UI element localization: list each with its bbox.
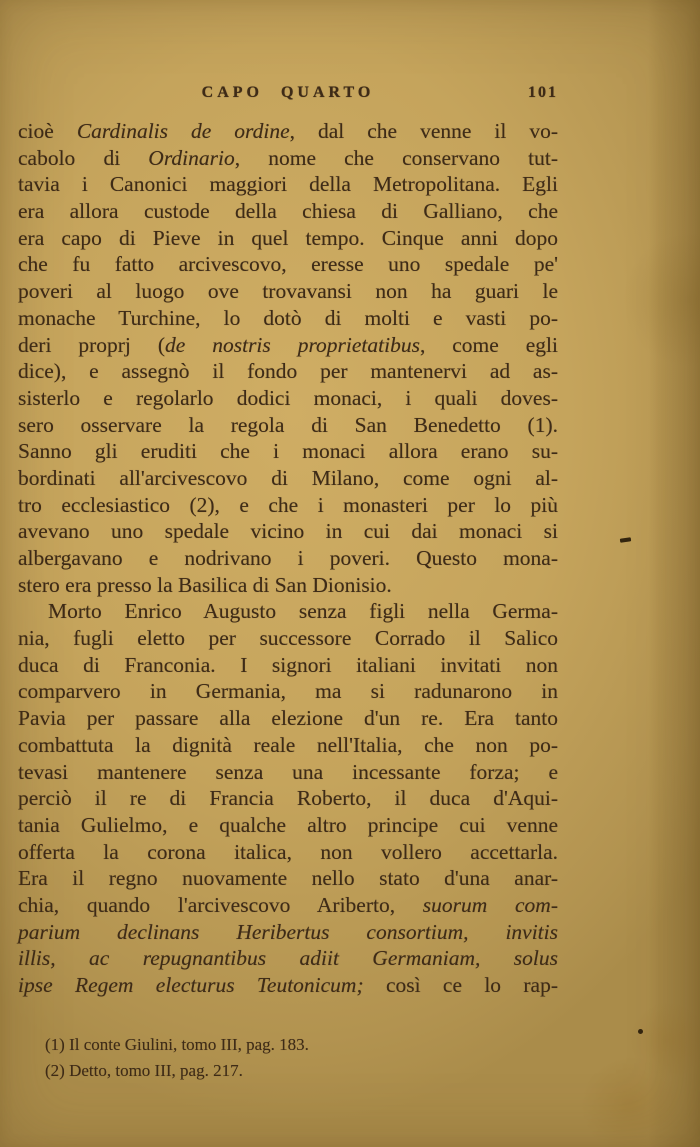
page-header — [18, 84, 558, 106]
text-line: era allora custode della chiesa di Galliano, che — [18, 199, 558, 224]
text-line: che fu fatto arcivescovo, eresse uno spedale pe' — [18, 252, 558, 277]
footnote-line: (1) Il conte Giulini, tomo III, pag. 183. — [45, 1035, 309, 1054]
page-number: 101 — [528, 84, 558, 101]
text-line: perciò il re di Francia Roberto, il duca d'Aqui- — [18, 786, 558, 811]
text-line: albergavano e nodrivano i poveri. Questo mona- — [18, 546, 558, 570]
text-line: sero osservare la regola di San Benedetto (1). — [18, 412, 558, 437]
body-text — [18, 118, 558, 999]
text-line: nia, fugli eletto per successore Corrado il Salico — [18, 626, 558, 651]
text-line: tevasi mantenere senza una incessante forza; e — [18, 759, 558, 784]
text-line: monache Turchine, lo dotò di molti e vasti po- — [18, 305, 558, 330]
text-line: deri proprj (de nostris proprietatibus, come egli — [18, 332, 558, 357]
text-line: poveri al luogo ove trovavansi non ha guari le — [18, 279, 558, 304]
ink-speck — [638, 1029, 643, 1034]
footnotes — [45, 1032, 545, 1084]
text-line: ipse Regem electurus Teutonicum; così ce lo rap- — [18, 973, 558, 997]
text-line: cioè Cardinalis de ordine, dal che venne il vo- — [18, 119, 559, 143]
text-line: dice), e assegnò il fondo per mantenervi ad as- — [18, 359, 558, 384]
running-title: CAPO QUARTO — [201, 84, 375, 101]
text-line: tania Gulielmo, e qualche altro principe cui venne — [18, 812, 558, 837]
text-line: era capo di Pieve in quel tempo. Cinque anni dopo — [18, 225, 558, 250]
text-line: Pavia per passare alla elezione d'un re. Era tanto — [18, 706, 558, 731]
text-line: Sanno gli eruditi che i monaci allora erano su- — [18, 439, 558, 464]
text-line: chia, quando l'arcivescovo Ariberto, suorum com- — [18, 892, 558, 917]
text-line: parium declinans Heribertus consortium, invitis — [18, 919, 558, 944]
text-line: duca di Franconia. I signori italiani invitati non — [18, 652, 558, 677]
text-line: comparvero in Germania, ma si radunarono in — [18, 679, 558, 704]
text-line: stero era presso la Basilica di San Dionisio. — [18, 572, 392, 597]
text-line: Era il regno nuovamente nello stato d'una anar- — [18, 866, 558, 891]
text-line: Morto Enrico Augusto senza figli nella Germa- — [48, 599, 558, 624]
text-line: illis, ac repugnantibus adiit Germaniam, solus — [18, 946, 558, 971]
text-line: avevano uno spedale vicino in cui dai monaci si — [18, 519, 558, 544]
text-line: tavia i Canonici maggiori della Metropolitana. Egli — [18, 172, 558, 197]
text-line: bordinati all'arcivescovo di Milano, come ogni al- — [18, 465, 558, 490]
text-line: sisterlo e regolarlo dodici monaci, i quali doves- — [18, 385, 558, 410]
text-line: offerta la corona italica, non vollero accettarla. — [18, 839, 558, 864]
text-line: cabolo di Ordinario, nome che conservano tut- — [18, 145, 558, 170]
text-line: tro ecclesiastico (2), e che i monasteri per lo più — [18, 492, 558, 517]
footnote-line: (2) Detto, tomo III, pag. 217. — [45, 1061, 243, 1080]
ink-speck — [620, 537, 631, 542]
text-line: combattuta la dignità reale nell'Italia, che non po- — [18, 732, 558, 757]
